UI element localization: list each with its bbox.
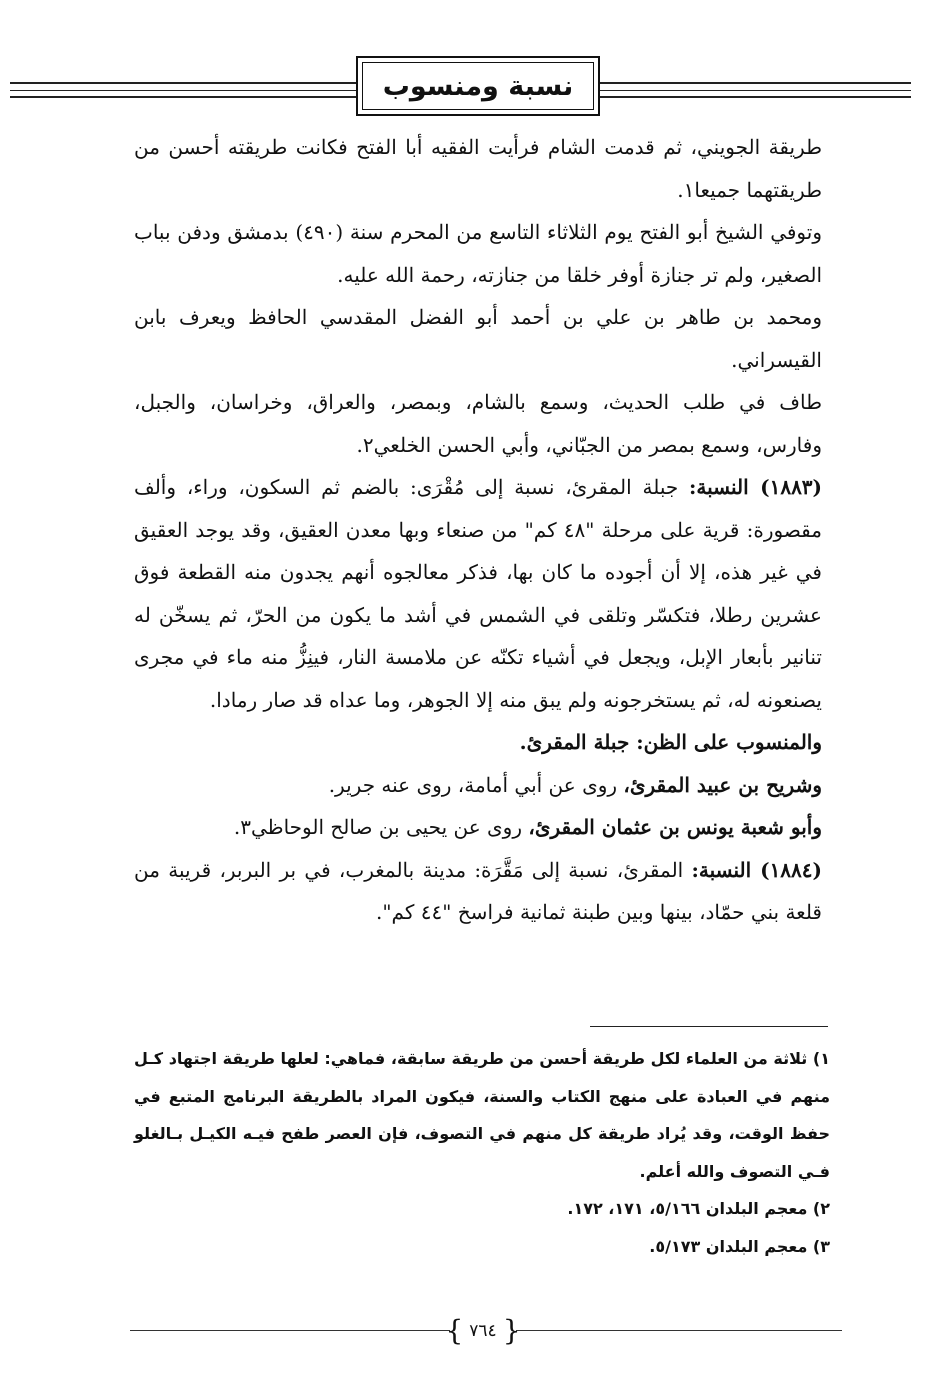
footnote-1: ١) ثلاثة من العلماء لكل طريقة أحسن من طريقة سابقة، فماهي: لعلها طريقة اجتهاد كـل منهم في العبادة على منهج الكتاب والسنة، فيكون المراد بالطريقة البرنامج المتبع في حفظ الوقت، وقد يُراد طريقة كل منهم في التصوف، فإن العصر طفح فيـه الكيـل بـالغلو فـي التصوف والله أعلم.	[134, 1049, 830, 1181]
main-text	[134, 126, 822, 934]
entry-1883-text: جبلة المقرئ، نسبة إلى مُقْرَى: بالضم ثم السكون، وراء، وألف مقصورة: قرية على مرحلة "٤٨ كم" من صنعاء وبها معدن العقيق، وقد يوجد العقيق في غير هذه، إلا أن أجوده ما كان بها، فذكر معالجوه أنهم يجدون منه القطعة فوق عشرين رطلا، فتكسّر وتلقى في الشمس في أشد ما يكون من الحرّ، ثم يسخّن له تنانير بأبعار الإبل، ويجعل في أشياء تكنّه عن ملامسة النار، فينِزُّ منه ماء في مجرى يصنعونه له، ثم يستخرجونه ولم يبق منه إلا الجوهر، وما عداه قد صار رمادا.	[134, 475, 822, 712]
footnotes	[134, 1040, 830, 1265]
footnote-2: ٢) معجم البلدان ٥/١٦٦، ١٧١، ١٧٢.	[567, 1199, 830, 1218]
running-header-box	[356, 56, 600, 116]
brace-open-icon: {	[502, 1314, 521, 1347]
abu-shuba-text: روى عن يحيى بن صالح الوحاظي٣.	[233, 815, 529, 839]
brace-close-icon: }	[445, 1314, 464, 1347]
header-rule-right	[600, 82, 911, 84]
entry-1883	[134, 466, 822, 721]
footnote-separator	[590, 1026, 828, 1027]
paragraph-3: ومحمد بن طاهر بن علي بن أحمد أبو الفضل المقدسي الحافظ ويعرف بابن القيسراني.	[134, 305, 822, 372]
entry-1884-heading: (١٨٨٤) النسبة:	[691, 857, 822, 882]
page-number	[445, 1312, 521, 1350]
shurayh-text: روى عن أبي أمامة، روى عنه جرير.	[328, 772, 624, 797]
header-rule-right-thin	[600, 90, 911, 91]
paragraph-presumed-attribution: والمنسوب على الظن: جبلة المقرئ.	[519, 730, 822, 754]
shurayh-name: وشريح بن عبيد المقرئ،	[623, 772, 822, 797]
paragraph-2: وتوفي الشيخ أبو الفتح يوم الثلاثاء التاسع من المحرم سنة (٤٩٠) بدمشق ودفن بباب الصغير، ولم تر جنازة أوفر خلقا من جنازته، رحمة الله عليه.	[134, 220, 822, 287]
entry-1883-heading: (١٨٨٣) النسبة:	[689, 475, 823, 499]
page-number-value: ٧٦٤	[469, 1321, 497, 1341]
footnote-3: ٣) معجم البلدان ٥/١٧٣.	[649, 1236, 830, 1256]
paragraph-shurayh	[134, 764, 822, 807]
header-rule-left-thin	[10, 90, 360, 91]
header-rule-left	[10, 82, 360, 84]
page-number-rule-left	[130, 1330, 450, 1331]
entry-1884	[134, 849, 822, 934]
header-rule-right-bottom	[600, 96, 911, 98]
abu-shuba-name: وأبو شعبة يونس بن عثمان المقرئ،	[528, 815, 822, 839]
entry-1884-text: المقرئ، نسبة إلى مَقَّرَة: مدينة بالمغرب، في بر البربر، قريبة من قلعة بني حمّاد، بينها وبين طبنة ثمانية فراسخ "٤٤ كم".	[134, 857, 822, 924]
paragraph-4: طاف في طلب الحديث، وسمع بالشام، وبمصر، والعراق، وخراسان، والجبل، وفارس، وسمع بمصر من الجبّاني، وأبي الحسن الخلعي٢.	[134, 390, 822, 457]
paragraph-abu-shuba	[134, 806, 822, 849]
header-rule-left-bottom	[10, 96, 360, 98]
running-header-title: نسبة ومنسوب	[382, 70, 574, 102]
paragraph-1: طريقة الجويني، ثم قدمت الشام فرأيت الفقيه أبا الفتح فكانت طريقته أحسن من طريقتهما جميعا١.	[134, 135, 822, 202]
page-number-rule-right	[516, 1330, 842, 1331]
